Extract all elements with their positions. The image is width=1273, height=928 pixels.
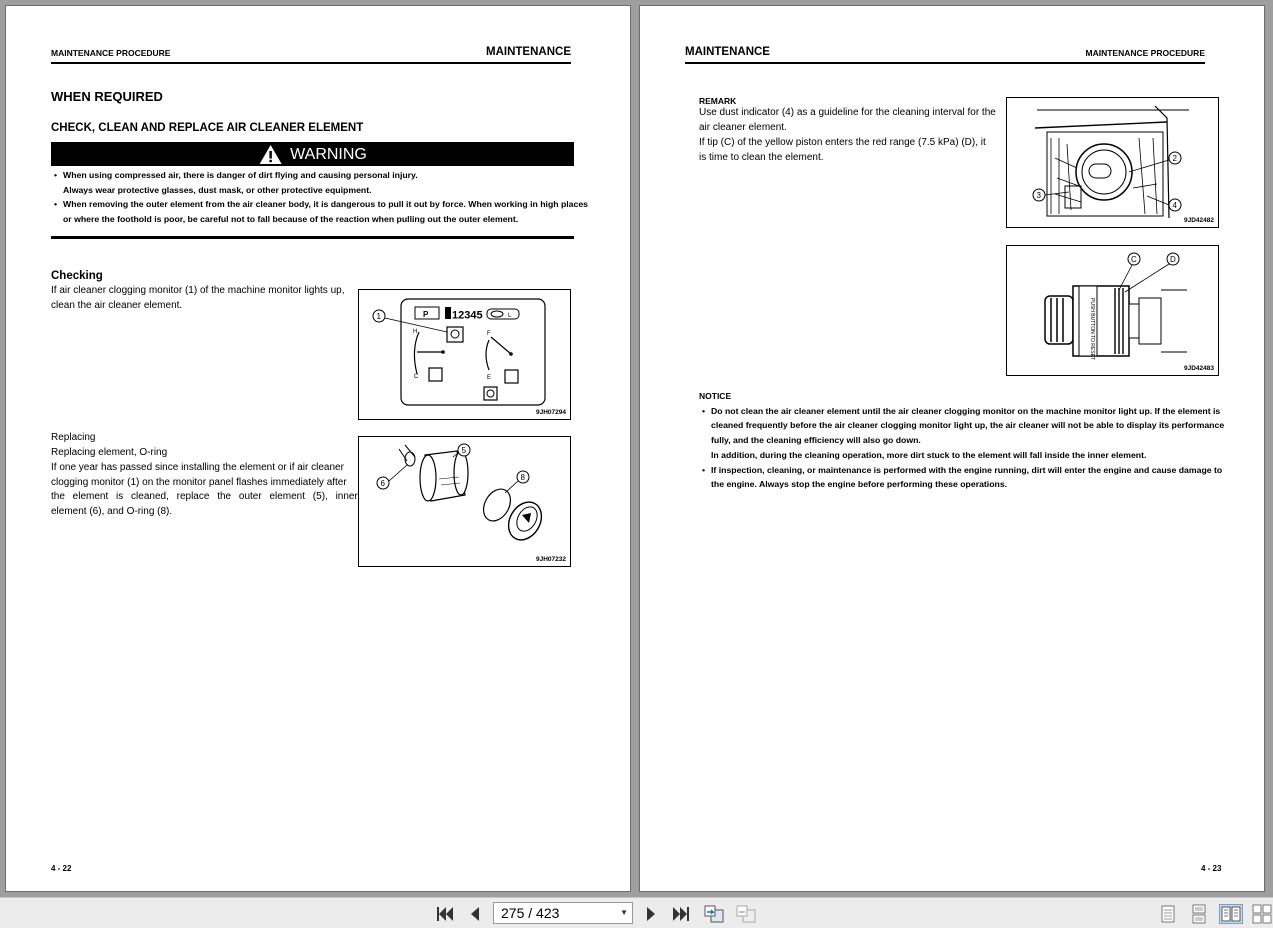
remark-line: air cleaner element. <box>699 122 787 133</box>
facing-view-button[interactable] <box>1219 904 1243 924</box>
section-title: WHEN REQUIRED <box>51 89 163 104</box>
svg-text:H: H <box>413 329 418 335</box>
replacing-subheading: Replacing element, O-ring <box>51 447 168 458</box>
continuous-page-icon <box>1190 904 1208 924</box>
notice-heading: NOTICE <box>699 391 732 401</box>
svg-text:L: L <box>508 313 512 319</box>
page-indicator-text: 275 / 423 <box>501 905 560 921</box>
warning-item: • When using compressed air, there is danger of dirt flying and causing personal injury. <box>54 170 418 180</box>
page-number: 4 - 22 <box>51 864 72 873</box>
dust-indicator-illustration <box>1007 246 1218 375</box>
facing-pages-icon <box>1221 905 1241 923</box>
remark-line: If tip (C) of the yellow piston enters the red range (7.5 kPa) (D), it <box>699 137 986 148</box>
next-view-button[interactable] <box>734 904 758 924</box>
viewer-toolbar <box>0 897 1273 928</box>
svg-text:E: E <box>487 375 492 381</box>
callout-4: 4 <box>1172 201 1177 210</box>
left-header-left: MAINTENANCE PROCEDURE <box>51 48 171 58</box>
reset-instruction-text: PUSH BUTTON TO RESET <box>1089 298 1095 360</box>
first-page-icon <box>435 905 455 923</box>
replacing-heading: Replacing <box>51 432 96 443</box>
previous-page-icon <box>467 905 483 923</box>
callout-5: 5 <box>461 446 466 455</box>
notice-item-continued: cleaned frequently before the air cleaner clogging monitor light up, the air cleaner will not be able to display its performance <box>711 420 1225 430</box>
dust-indicator-figure <box>1006 245 1219 376</box>
replacing-line: element (6), and O-ring (8). <box>51 506 173 517</box>
previous-page-button[interactable] <box>464 904 486 924</box>
last-page-icon <box>671 905 691 923</box>
page-number: 4 - 23 <box>1201 864 1222 873</box>
svg-text:F: F <box>487 331 491 337</box>
left-page-header <box>51 42 571 64</box>
callout-3: 3 <box>1036 191 1041 200</box>
callout-6: 6 <box>380 479 385 488</box>
previous-view-icon <box>703 904 725 924</box>
right-header-left: MAINTENANCE <box>685 46 770 58</box>
procedure-title: CHECK, CLEAN AND REPLACE AIR CLEANER ELEMENT <box>51 122 364 134</box>
callout-8: 8 <box>520 473 525 482</box>
warning-bottom-rule <box>51 236 574 239</box>
air-cleaner-parts-illustration <box>359 437 570 566</box>
element-figure <box>358 436 571 567</box>
continuous-view-button[interactable] <box>1188 904 1210 924</box>
callout-2: 2 <box>1172 154 1177 163</box>
next-view-icon <box>735 904 757 924</box>
continuous-facing-icon <box>1252 904 1272 924</box>
remark-heading: REMARK <box>699 96 737 106</box>
single-page-icon <box>1159 904 1177 924</box>
hour-meter-text: 12345 <box>452 309 483 322</box>
notice-item: • If inspection, cleaning, or maintenance is performed with the engine running, dirt will enter the engine and cause damage to <box>702 465 1223 475</box>
left-page <box>5 5 631 892</box>
p-indicator-text: P <box>423 310 429 319</box>
page-number-selector[interactable] <box>493 902 633 924</box>
notice-item-continued: In addition, during the cleaning operation, more dirt stuck to the element will fall inside the inner element. <box>711 450 1147 460</box>
callout-c: C <box>1131 255 1137 264</box>
callout-1: 1 <box>376 312 381 321</box>
single-page-view-button[interactable] <box>1157 904 1179 924</box>
continuous-facing-view-button[interactable] <box>1251 904 1273 924</box>
remark-line: Use dust indicator (4) as a guideline for the cleaning interval for the <box>699 107 996 118</box>
next-page-icon <box>643 905 659 923</box>
next-page-button[interactable] <box>640 904 662 924</box>
left-header-right: MAINTENANCE <box>486 46 571 58</box>
right-page-header <box>685 42 1205 64</box>
remark-line: is time to clean the element. <box>699 152 824 163</box>
warning-item: • When removing the outer element from the air cleaner body, it is dangerous to pull it out by force. When working in high places <box>54 199 589 209</box>
warning-label: WARNING <box>290 145 367 163</box>
warning-triangle-icon <box>258 144 282 165</box>
checking-heading: Checking <box>51 270 103 282</box>
chevron-down-icon: ▼ <box>620 908 628 917</box>
figure-id: 9JD42482 <box>1184 217 1214 224</box>
replacing-line: the element is cleaned, replace the outer element (5), inner <box>51 491 358 502</box>
right-page <box>639 5 1265 892</box>
machine-monitor-illustration <box>359 290 570 419</box>
air-cleaner-location-figure <box>1006 97 1219 228</box>
notice-item: • Do not clean the air cleaner element until the air cleaner clogging monitor on the machine monitor light up. If the element is <box>702 406 1221 416</box>
svg-text:C: C <box>414 374 419 380</box>
engine-compartment-illustration <box>1007 98 1218 227</box>
replacing-line: clogging monitor (1) on the monitor panel flashes immediately after <box>51 477 347 488</box>
figure-id: 9JH07294 <box>536 409 566 416</box>
callout-d: D <box>1170 255 1176 264</box>
figure-id: 9JH07232 <box>536 556 566 563</box>
first-page-button[interactable] <box>434 904 456 924</box>
warning-item-continued: or where the foothold is poor, be careful not to fall because of the reaction when pulling out the outer element. <box>63 214 519 224</box>
right-header-right: MAINTENANCE PROCEDURE <box>1085 48 1205 58</box>
replacing-line: If one year has passed since installing the element or if air cleaner <box>51 462 344 473</box>
notice-item-continued: the engine. Always stop the engine before performing these operations. <box>711 479 1008 489</box>
notice-item-continued: fully, and the cleaning efficiency will also go down. <box>711 435 921 445</box>
checking-line: If air cleaner clogging monitor (1) of the machine monitor lights up, <box>51 285 345 296</box>
checking-line: clean the air cleaner element. <box>51 300 183 311</box>
figure-id: 9JD42483 <box>1184 365 1214 372</box>
last-page-button[interactable] <box>670 904 692 924</box>
monitor-figure <box>358 289 571 420</box>
warning-item-continued: Always wear protective glasses, dust mask, or other protective equipment. <box>63 185 372 195</box>
warning-banner <box>51 142 574 166</box>
previous-view-button[interactable] <box>702 904 726 924</box>
